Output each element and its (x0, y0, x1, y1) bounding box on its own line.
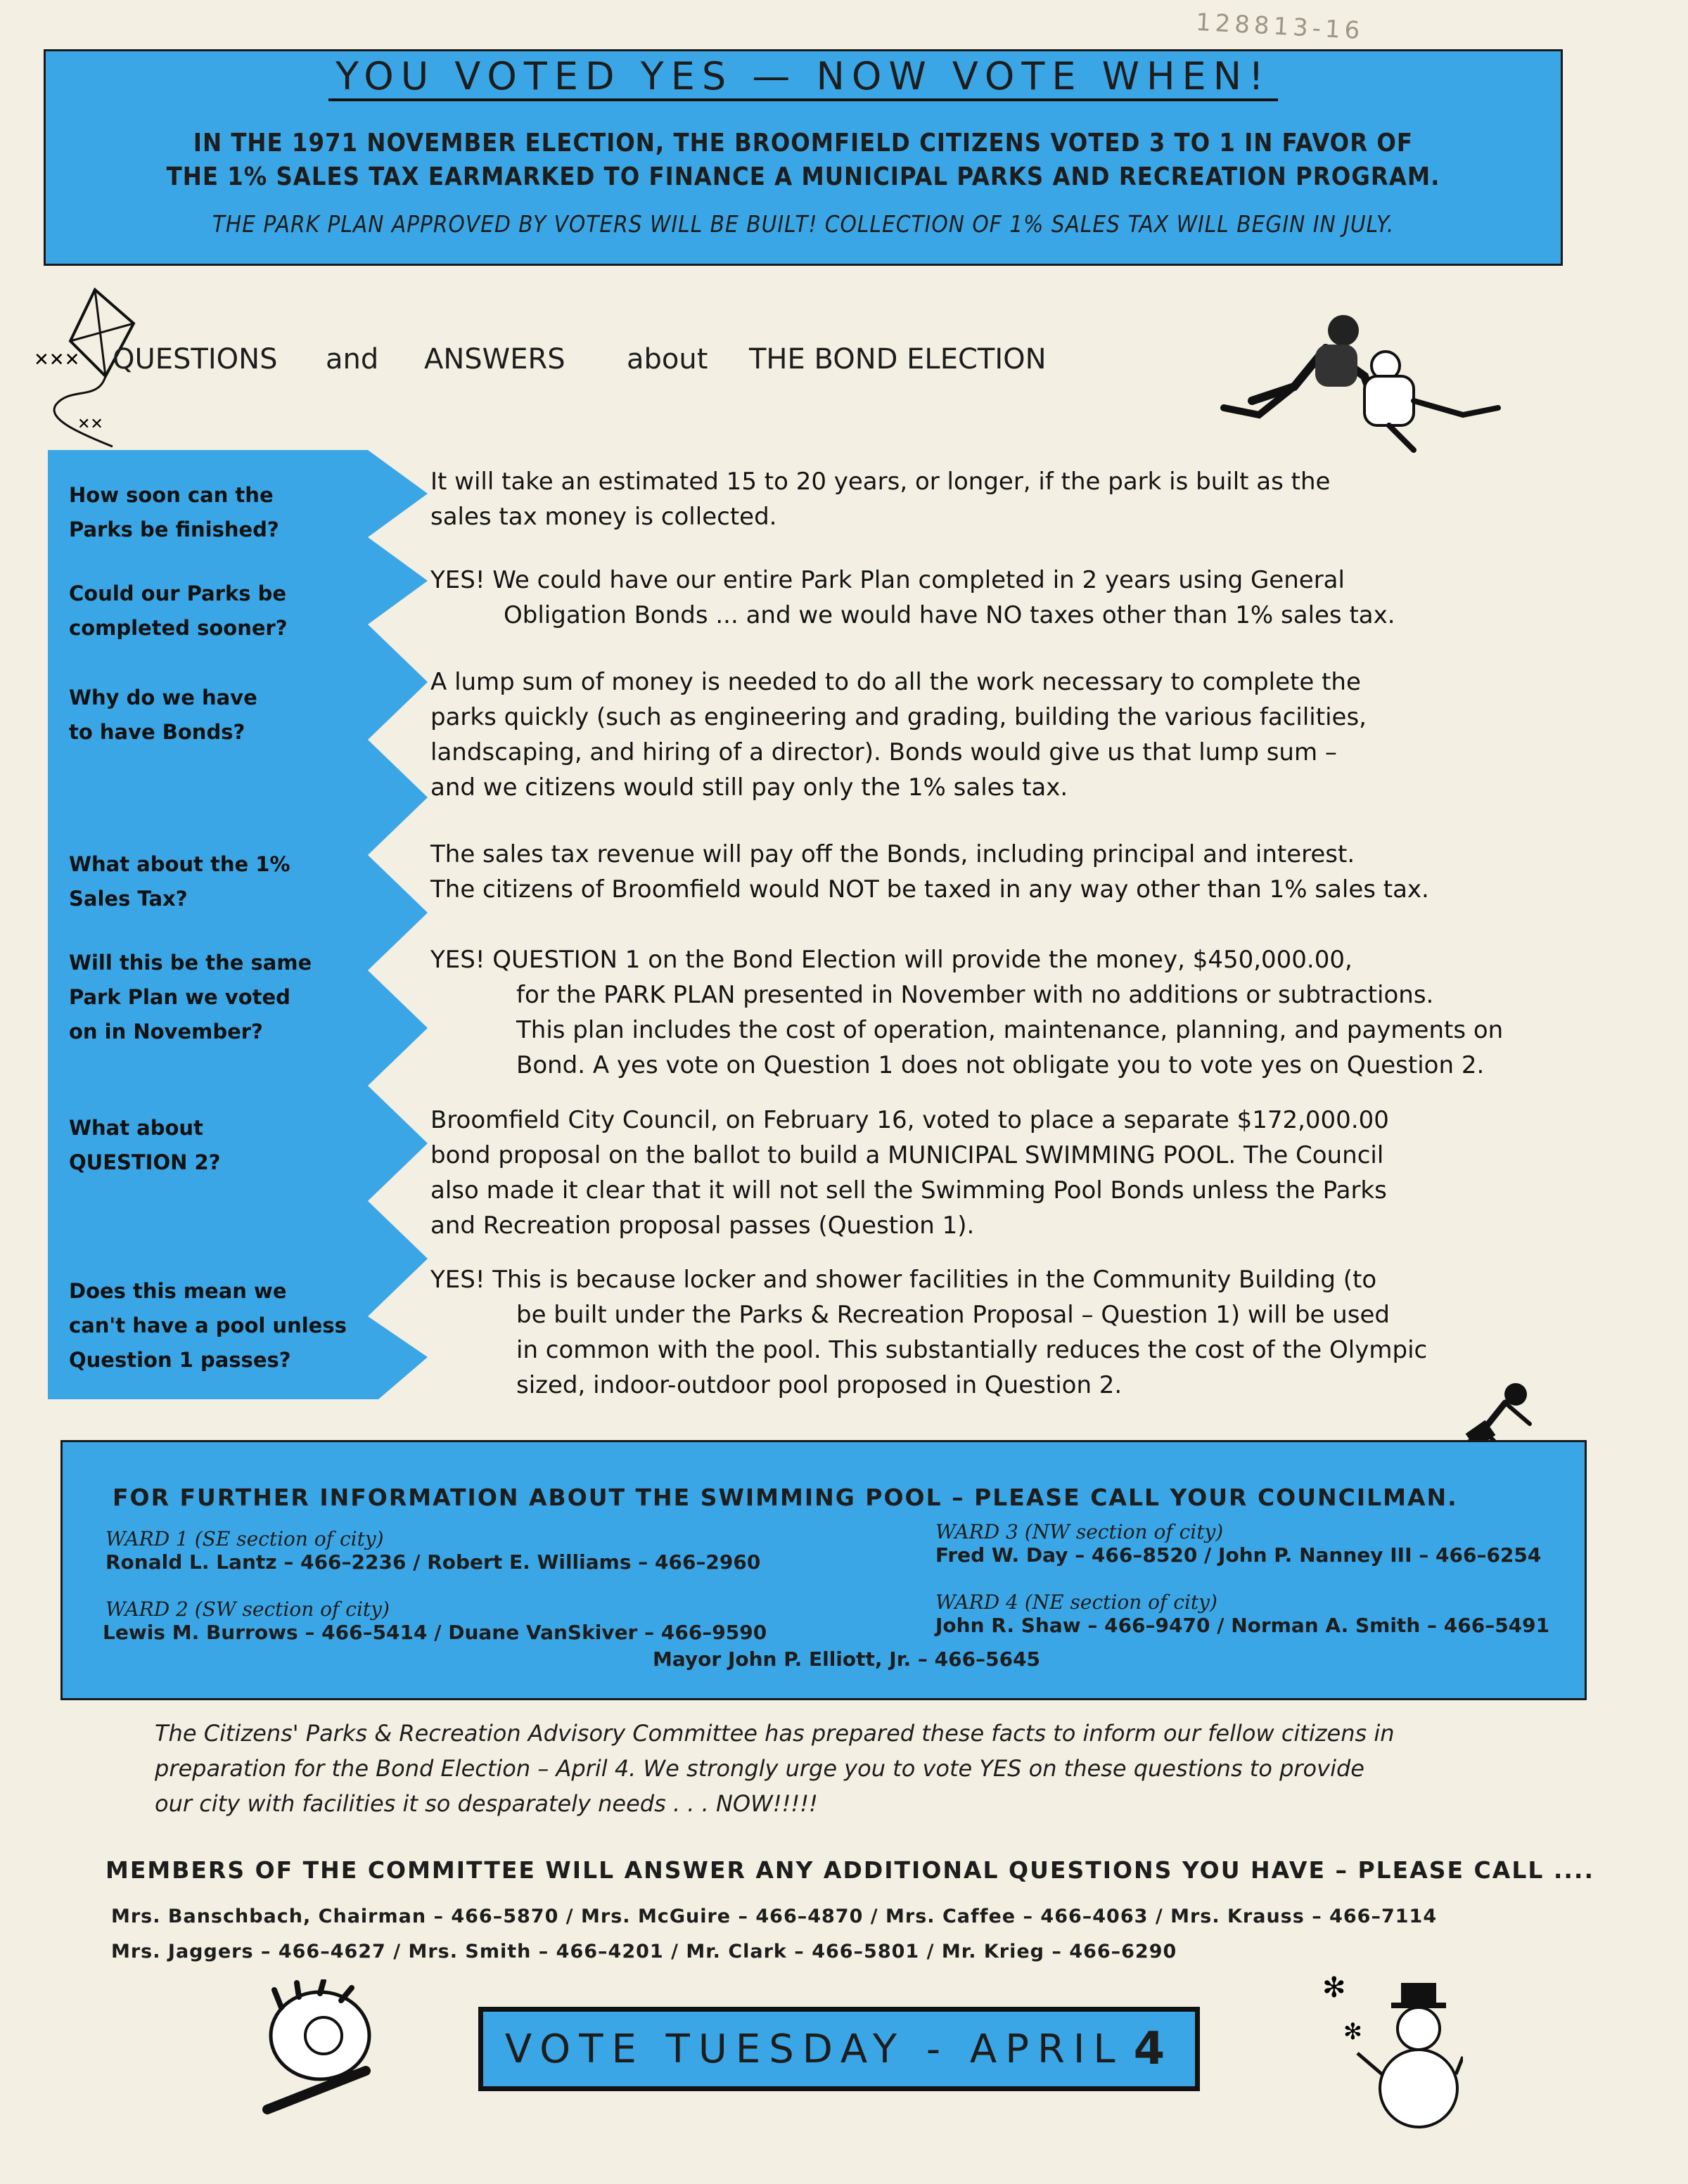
ward-2-contacts: Lewis M. Burrows – 466–5414 / Duane VanSkiver – 466–9590 (103, 1621, 767, 1644)
answer-5: YES! QUESTION 1 on the Bond Election will provide the money, $450,000.00, for the PARK PLAN presented in November with no additions or subtractions. This plan includes the cost of operation, maintenance, planning, and payments on Bond. A yes vote on Question 1 does not obligate you to vote yes on Question 2. (430, 946, 1504, 1079)
question-2: Could our Parks be completed sooner? (69, 582, 288, 640)
banner-title: YOU VOTED YES — NOW VOTE WHEN! (46, 54, 1561, 98)
answer-3: A lump sum of money is needed to do all the work necessary to complete the parks quickly (such as engineering and grading, building the various facilities, landscaping, and hiring of a director). Bonds would give us that lump sum – and we citizens would still pay only the 1% sales tax. (430, 668, 1367, 802)
question-1: How soon can the Parks be finished? (69, 483, 279, 541)
members-line-2: Mrs. Jaggers – 466–4627 / Mrs. Smith – 466–4201 / Mr. Clark – 466–5801 / Mr. Krieg – 466–6290 (111, 1941, 1177, 1963)
baseball-glove-illustration (253, 1979, 401, 2120)
page-number: 128813-16 (1195, 8, 1365, 46)
qa-heading-about: about (627, 343, 708, 375)
info-box-title: FOR FURTHER INFORMATION ABOUT THE SWIMMING POOL – PLEASE CALL YOUR COUNCILMAN. (113, 1484, 1458, 1511)
svg-text:✕✕: ✕✕ (77, 416, 103, 433)
answer-6: Broomfield City Council, on February 16, voted to place a separate $172,000.00 bond proposal on the ballot to build a MUNICIPAL SWIMMING POOL. The Council also made it clear that it will not sell the Swimming Pool Bonds unless the Parks and Recreation proposal passes (Question 1). (430, 1106, 1389, 1240)
qa-heading-answers: ANSWERS (424, 343, 565, 375)
question-4: What about the 1% Sales Tax? (69, 852, 290, 911)
svg-text:✻: ✻ (1322, 1972, 1346, 2004)
ward-4-heading: WARD 4 (NE section of city) (935, 1591, 1217, 1614)
question-6: What about QUESTION 2? (69, 1116, 221, 1174)
members-line-1: Mrs. Banschbach, Chairman – 466–5870 / Mrs. McGuire – 466–4870 / Mrs. Caffee – 466–4063 / Mrs. Krauss – 466–7114 (111, 1906, 1438, 1927)
ward-2-heading: WARD 2 (SW section of city) (106, 1598, 390, 1621)
answer-1: It will take an estimated 15 to 20 years, or longer, if the park is built as the sales tax money is collected. (430, 468, 1331, 531)
svg-text:✕✕✕: ✕✕✕ (34, 349, 80, 371)
committee-paragraph: The Citizens' Parks & Recreation Advisory Committee has prepared these facts to inform our fellow citizens in preparation for the Bond Election – April 4. We strongly urge you to vote YES on these questions to provide our city with facilities it so desparately needs . . . NOW!!!!! (155, 1720, 1395, 1817)
answer-2: YES! We could have our entire Park Plan completed in 2 years using General Obligation Bonds ... and we would have NO taxes other than 1% sales tax. (430, 566, 1395, 629)
svg-text:✻: ✻ (1343, 2018, 1362, 2045)
vote-day: 4 (1133, 2023, 1174, 2075)
question-5: Will this be the same Park Plan we voted on in November? (69, 951, 312, 1043)
members-title: MEMBERS OF THE COMMITTEE WILL ANSWER ANY ADDITIONAL QUESTIONS YOU HAVE – PLEASE CALL .... (106, 1856, 1595, 1884)
banner-line-3: THE PARK PLAN APPROVED BY VOTERS WILL BE BUILT! COLLECTION OF 1% SALES TAX WILL BEGIN IN JULY. (212, 210, 1395, 238)
ward-3-contacts: Fred W. Day – 466–8520 / John P. Nanney III – 466–6254 (935, 1543, 1542, 1567)
header-banner (44, 49, 1563, 266)
qa-heading-bond-election: THE BOND ELECTION (749, 343, 1047, 375)
question-3: Why do we have to have Bonds? (69, 686, 257, 744)
snowman-illustration (1322, 1969, 1463, 2138)
qa-heading-questions: QUESTIONS (113, 343, 278, 375)
ward-1-heading: WARD 1 (SE section of city) (106, 1527, 384, 1550)
ward-4-contacts: John R. Shaw – 466–9470 / Norman A. Smith – 466–5491 (935, 1614, 1550, 1637)
vote-tuesday-banner (478, 2007, 1200, 2091)
ward-1-contacts: Ronald L. Lantz – 466–2236 / Robert E. Williams – 466–2960 (106, 1550, 761, 1574)
banner-line-1: IN THE 1971 NOVEMBER ELECTION, THE BROOMFIELD CITIZENS VOTED 3 TO 1 IN FAVOR OF (193, 129, 1414, 158)
vote-text: VOTE TUESDAY - APRIL (504, 2026, 1124, 2072)
answer-4: The sales tax revenue will pay off the Bonds, including principal and interest. The citizens of Broomfield would NOT be taxed in any way other than 1% sales tax. (430, 840, 1429, 904)
answer-7: YES! This is because locker and shower facilities in the Community Building (to be built under the Parks & Recreation Proposal – Question 1) will be used in common with the pool. This substantially reduces the cost of the Olympic sized, indoor-outdoor pool proposed in Question 2. (430, 1266, 1428, 1399)
banner-line-2: THE 1% SALES TAX EARMARKED TO FINANCE A MUNICIPAL PARKS AND RECREATION PROGRAM. (166, 162, 1440, 191)
mayor-contact: Mayor John P. Elliott, Jr. – 466–5645 (653, 1647, 1041, 1671)
qa-heading-and: and (326, 343, 379, 375)
question-7: Does this mean we can't have a pool unless Question 1 passes? (69, 1279, 347, 1372)
football-players-illustration (1203, 309, 1512, 457)
ward-3-heading: WARD 3 (NW section of city) (935, 1520, 1224, 1543)
